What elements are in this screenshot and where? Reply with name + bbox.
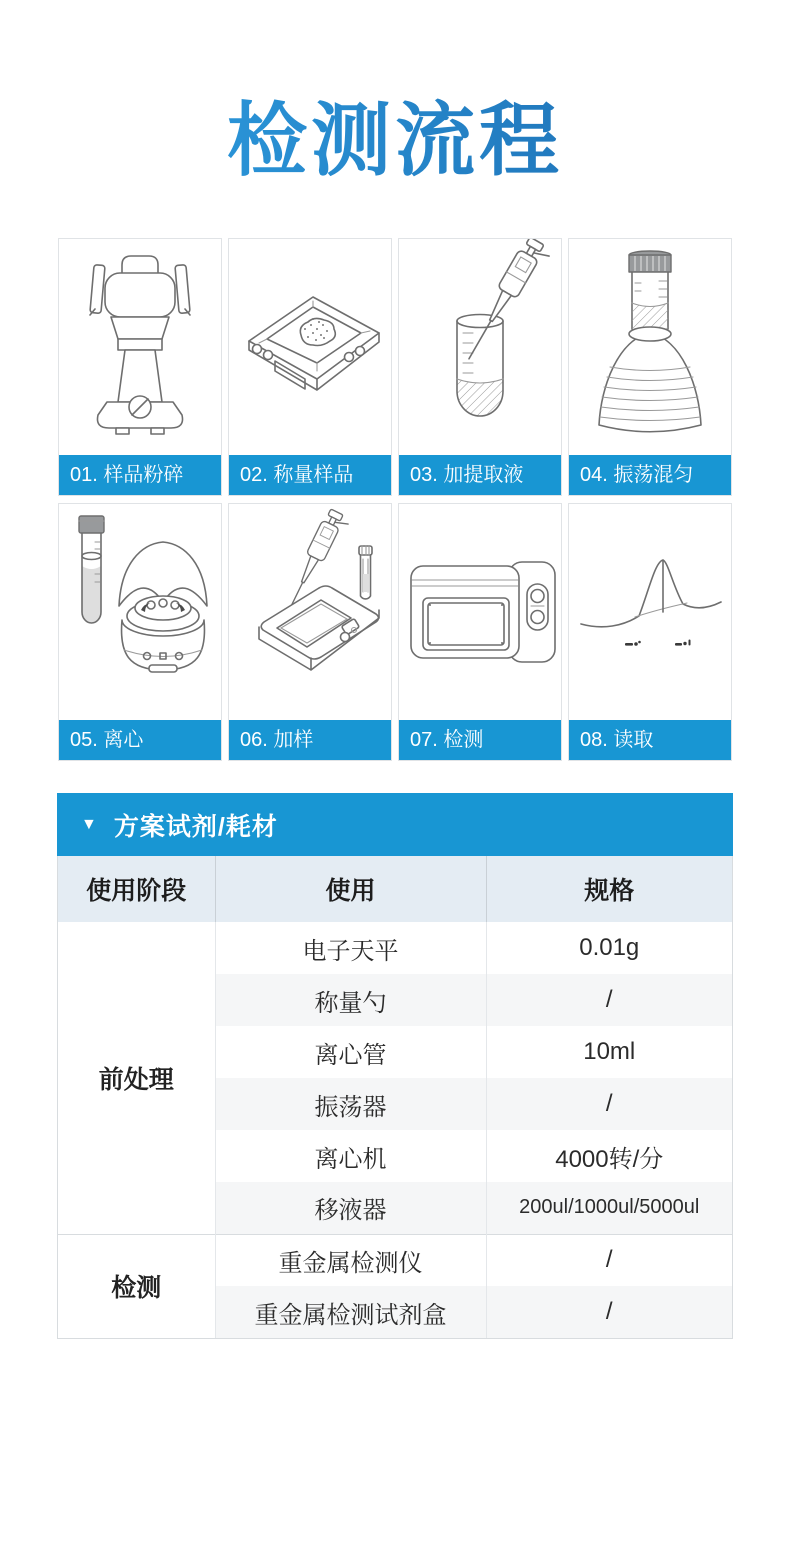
step-card-01 [58,238,222,496]
item-cell: 重金属检测试剂盒 [215,1286,486,1338]
centrifuge-icon [59,504,221,720]
result-curve-illustration-area [569,504,731,720]
step-card-07 [398,503,562,761]
item-cell: 称量勺 [215,974,486,1026]
triangle-down-icon: ▼ [81,815,98,833]
spec-cell: 0.01g [486,922,732,974]
column-header-item: 使用 [215,856,486,922]
stage-cell-pretreatment: 前处理 [58,922,215,1234]
page-title: 检测流程 [57,88,733,192]
detector-illustration-area [399,504,561,720]
spec-cell: 10ml [486,1026,732,1078]
step-card-04 [568,238,732,496]
reagents-section-header [57,793,733,856]
step-label: 04. 振荡混匀 [568,455,732,496]
table-row [58,1234,732,1286]
scale-icon [229,239,391,455]
spec-cell: / [486,1234,732,1286]
step-label: 06. 加样 [228,720,392,761]
item-cell: 振荡器 [215,1078,486,1130]
spec-cell: 4000转/分 [486,1130,732,1182]
column-header-stage: 使用阶段 [58,856,215,922]
item-cell: 离心机 [215,1130,486,1182]
reagents-section-title: 方案试剂/耗材 [113,812,278,841]
table-row [58,922,732,974]
item-cell: 电子天平 [215,922,486,974]
grinder-illustration-area [59,239,221,455]
step-card-02 [228,238,392,496]
column-header-spec: 规格 [486,856,732,922]
step-label: 01. 样品粉碎 [58,455,222,496]
vortex-mixer-icon [569,239,731,455]
reagents-table-wrap [57,856,733,1339]
step-label: 03. 加提取液 [398,455,562,496]
pipette-tube-illustration-area [399,239,561,455]
process-steps-grid [57,238,733,761]
result-curve-icon [569,504,731,720]
spec-cell: / [486,1286,732,1338]
pipette-tube-icon [399,239,561,455]
centrifuge-illustration-area [59,504,221,720]
sample-loading-icon [229,504,391,720]
spec-cell: / [486,1078,732,1130]
step-card-03 [398,238,562,496]
sample-loading-illustration-area [229,504,391,720]
reagents-section [57,793,733,1339]
grinder-icon [59,239,221,455]
step-label: 08. 读取 [568,720,732,761]
step-label: 02. 称量样品 [228,455,392,496]
vortex-illustration-area [569,239,731,455]
stage-cell-detection: 检测 [58,1234,215,1338]
item-cell: 离心管 [215,1026,486,1078]
scale-illustration-area [229,239,391,455]
spec-cell: 200ul/1000ul/5000ul [486,1182,732,1234]
step-label: 05. 离心 [58,720,222,761]
table-header-row [58,856,732,922]
spec-cell: / [486,974,732,1026]
step-card-06 [228,503,392,761]
item-cell: 重金属检测仪 [215,1234,486,1286]
step-card-05 [58,503,222,761]
step-card-08 [568,503,732,761]
item-cell: 移液器 [215,1182,486,1234]
reagents-table [58,856,732,1338]
step-label: 07. 检测 [398,720,562,761]
detector-icon [399,504,561,720]
